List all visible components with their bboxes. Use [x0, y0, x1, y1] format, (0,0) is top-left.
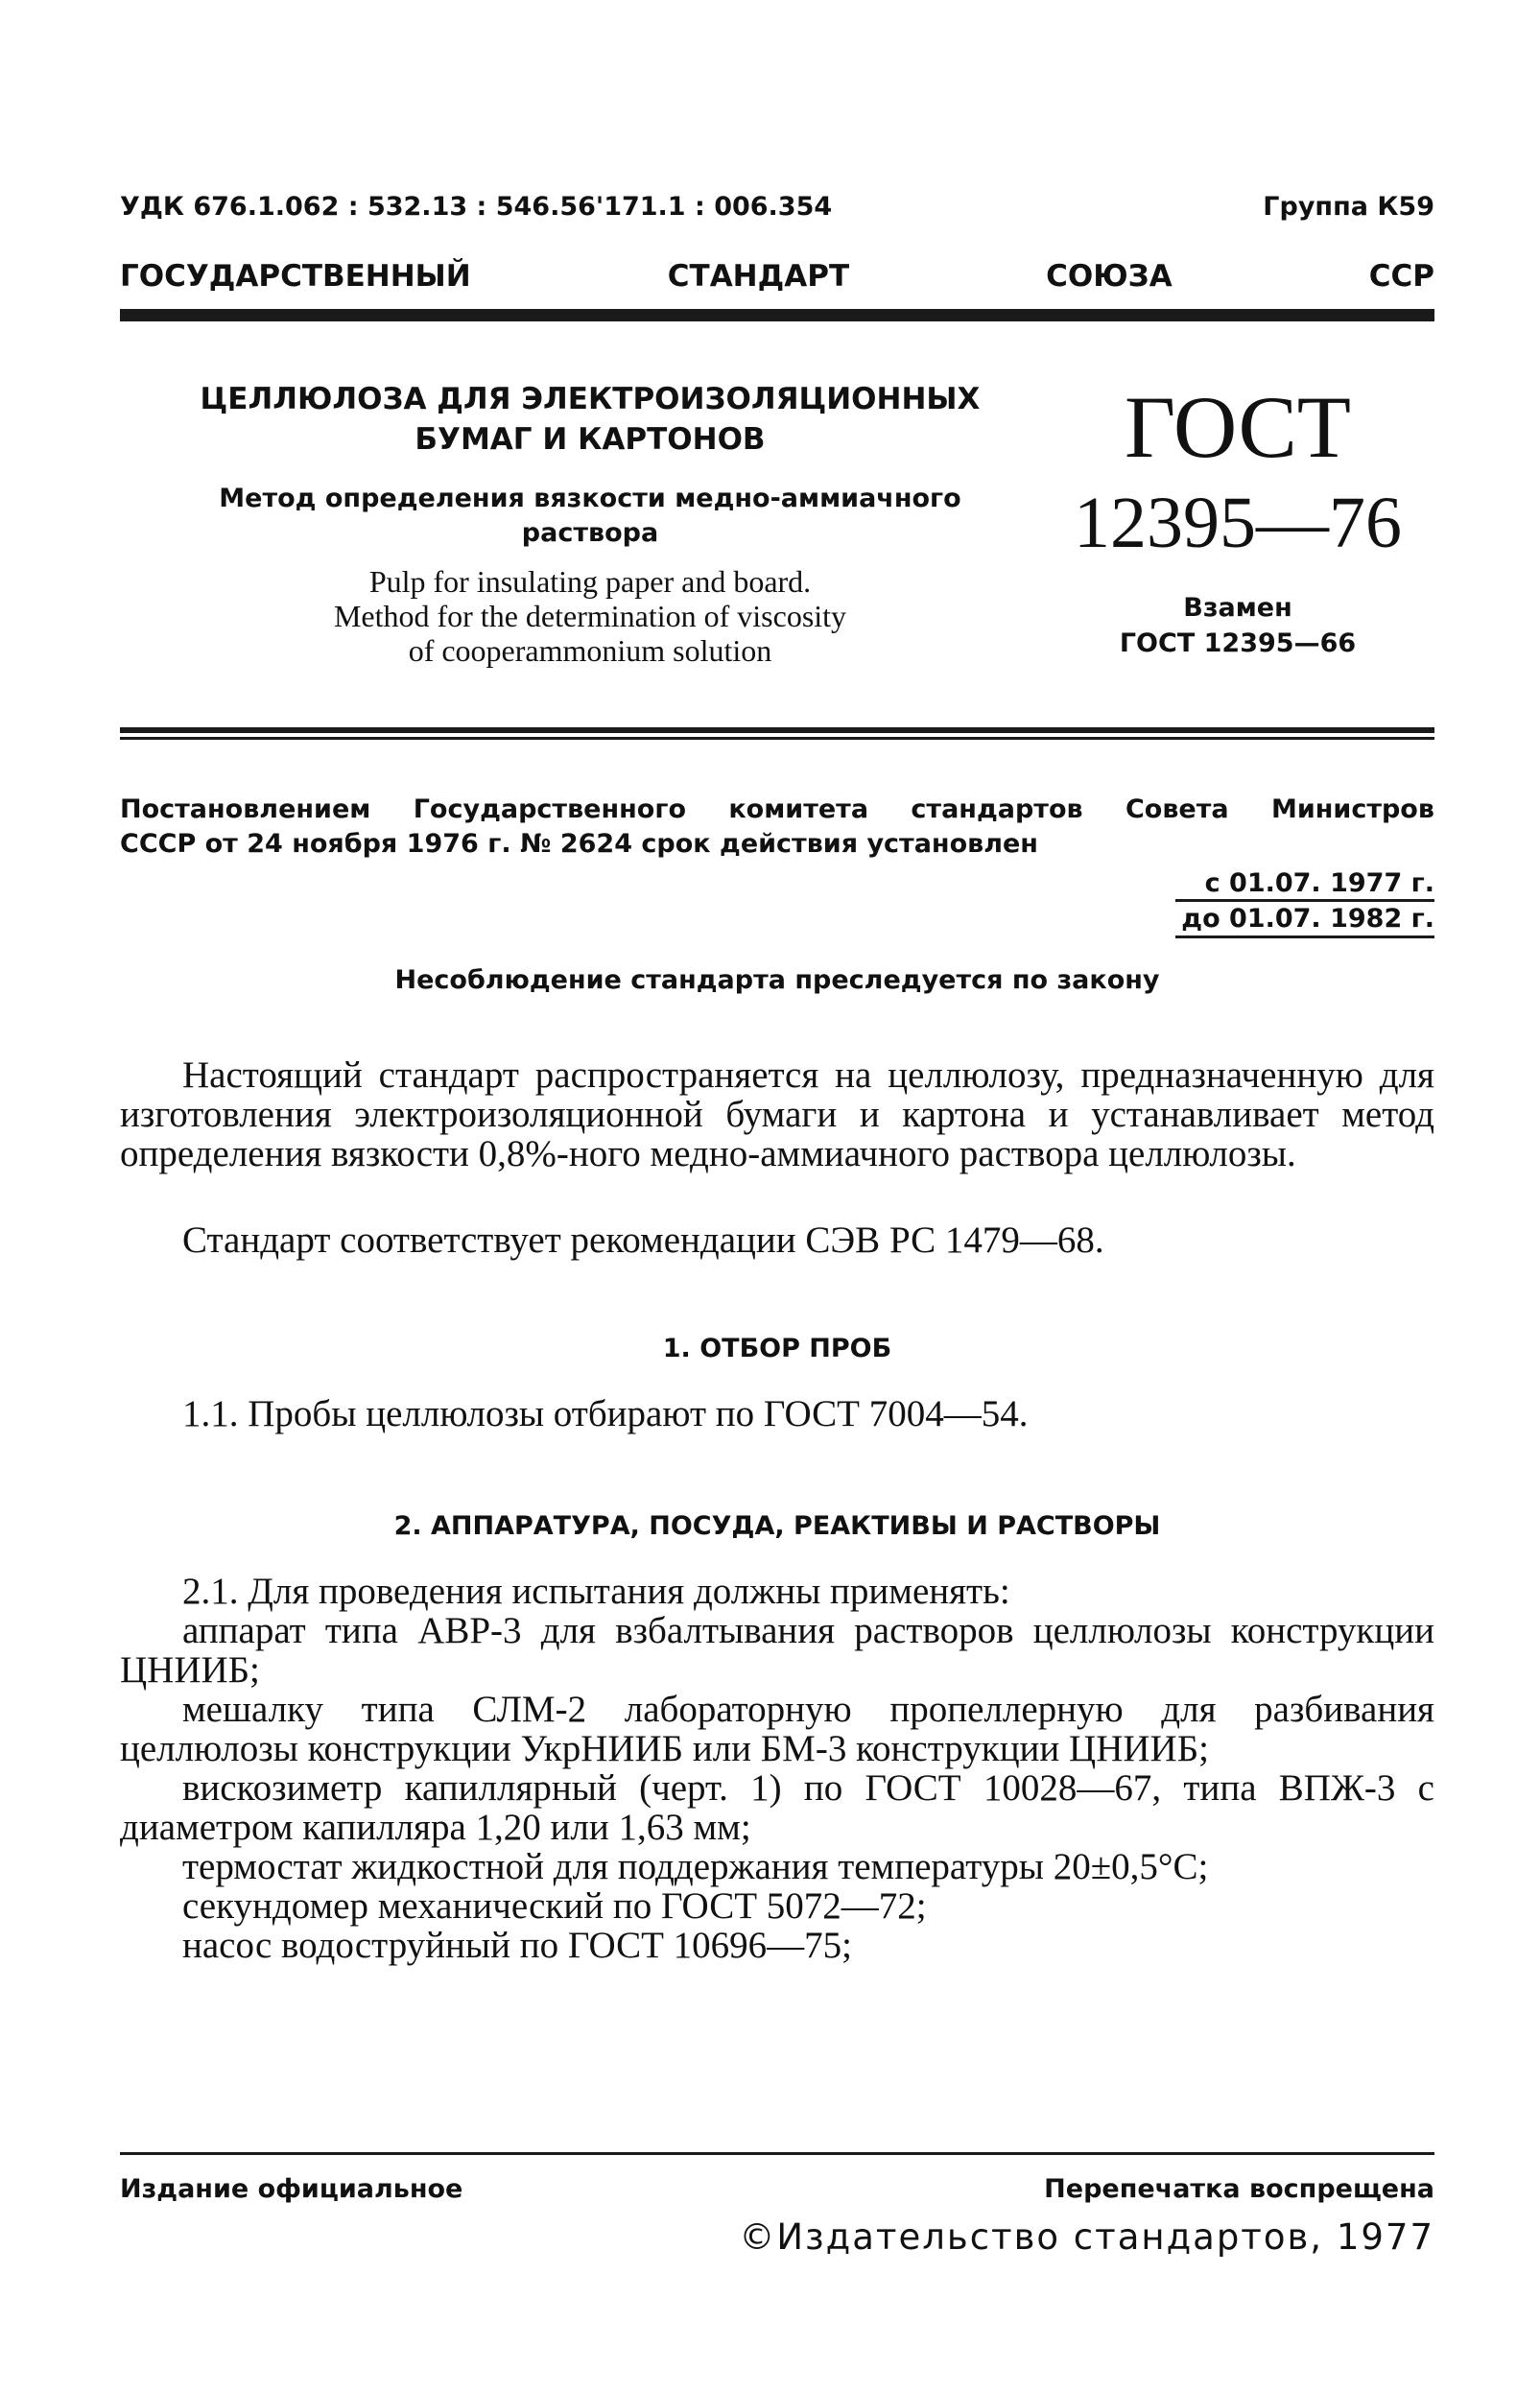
- list-item: 2.1. Для проведения испытания должны применять:: [182, 1571, 1010, 1612]
- decree-word: Государственного: [413, 794, 686, 824]
- document-title: ЦЕЛЛЮЛОЗА ДЛЯ ЭЛЕКТРОИЗОЛЯЦИОННЫХ БУМАГ И КАРТОНОВ: [200, 382, 981, 457]
- section-heading: 2. АППАРАТУРА, ПОСУДА, РЕАКТИВЫ И РАСТВОРЫ: [393, 1511, 1161, 1541]
- state-word-3: СОЮЗА: [1046, 259, 1173, 294]
- list-item: термостат жидкостной для поддержания температуры 20±0,5°С;: [182, 1846, 1209, 1887]
- gost-number: 12395—76: [1074, 483, 1402, 563]
- date-underline: [1175, 935, 1434, 938]
- gost-label: ГОСТ: [1124, 378, 1352, 476]
- english-title: [192, 564, 988, 668]
- state-standard-header: [120, 259, 1434, 294]
- english-title-line-1: Pulp for insulating paper and board.: [368, 564, 812, 599]
- english-title-line-3: of cooperammonium solution: [408, 633, 772, 668]
- decree-text: [120, 793, 1434, 862]
- law-notice: Несоблюдение стандарта преследуется по закону: [394, 965, 1160, 995]
- list-item: мешалку типа СЛМ-2 лабораторную пропеллерную для разбивания целлюлозы конструкции УкрНИИБ или БМ-3 конструкции ЦНИИБ;: [120, 1689, 1434, 1769]
- decree-line-1: [120, 793, 1434, 827]
- intro-paragraph: Настоящий стандарт распространяется на целлюлозу, предназначенную для изготовления электроизоляционной бумаги и картона и устанавливает метод определения вязкости 0,8%-ного медно-аммиачного раствора целлюлозы.: [120, 1054, 1434, 1174]
- state-word-2: СТАНДАРТ: [667, 259, 850, 294]
- udk-code: УДК 676.1.062 : 532.13 : 546.56'171.1 : 006.354: [120, 192, 833, 222]
- state-word-1: ГОСУДАРСТВЕННЫЙ: [120, 259, 471, 294]
- validity-start-date: с 01.07. 1977 г.: [1204, 868, 1434, 898]
- reprint-note: Перепечатка воспрещена: [1044, 2174, 1434, 2204]
- date-underline: [1175, 899, 1434, 902]
- section-heading: 1. ОТБОР ПРОБ: [662, 1334, 892, 1363]
- list-item: аппарат типа АВР-3 для взбалтывания растворов целлюлозы конструкции ЦНИИБ;: [120, 1610, 1434, 1691]
- state-word-4: ССР: [1368, 259, 1434, 294]
- replaces-label: Взамен: [1183, 593, 1292, 623]
- copyright-note: ©Издательство стандартов, 1977: [739, 2216, 1434, 2258]
- header-divider: [120, 309, 1434, 321]
- equipment-list: [120, 1572, 1434, 1965]
- english-title-line-2: Method for the determination of viscosity: [333, 599, 847, 633]
- decree-word: Министров: [1270, 794, 1434, 824]
- validity-end-date: до 01.07. 1982 г.: [1181, 904, 1434, 934]
- decree-line-2: СССР от 24 ноября 1976 г. № 2624 срок действия установлен: [120, 829, 1038, 859]
- list-item: насос водоструйный по ГОСТ 10696—75;: [182, 1925, 853, 1966]
- title-divider-thick: [120, 727, 1434, 733]
- footer-divider: [120, 2152, 1434, 2155]
- edition-note: Издание официальное: [120, 2174, 463, 2204]
- decree-word: стандартов: [911, 794, 1083, 824]
- intro-paragraph: Стандарт соответствует рекомендации СЭВ РС 1479—68.: [182, 1220, 1104, 1261]
- decree-word: комитета: [728, 794, 869, 824]
- decree-word: Постановлением: [120, 794, 371, 824]
- document-subtitle: Метод определения вязкости медно-аммиачного раствора: [219, 484, 961, 548]
- title-divider-thin: [120, 737, 1434, 740]
- list-item: вискозиметр капиллярный (черт. 1) по ГОСТ 10028—67, типа ВПЖ-3 с диаметром капилляра 1,20 или 1,63 мм;: [120, 1767, 1434, 1848]
- replaced-standard: ГОСТ 12395—66: [1119, 628, 1357, 658]
- clause-paragraph: 1.1. Пробы целлюлозы отбирают по ГОСТ 7004—54.: [182, 1393, 1029, 1434]
- decree-word: Совета: [1125, 794, 1229, 824]
- group-code: Группа К59: [1263, 192, 1434, 222]
- list-item: секундомер механический по ГОСТ 5072—72;: [182, 1885, 927, 1927]
